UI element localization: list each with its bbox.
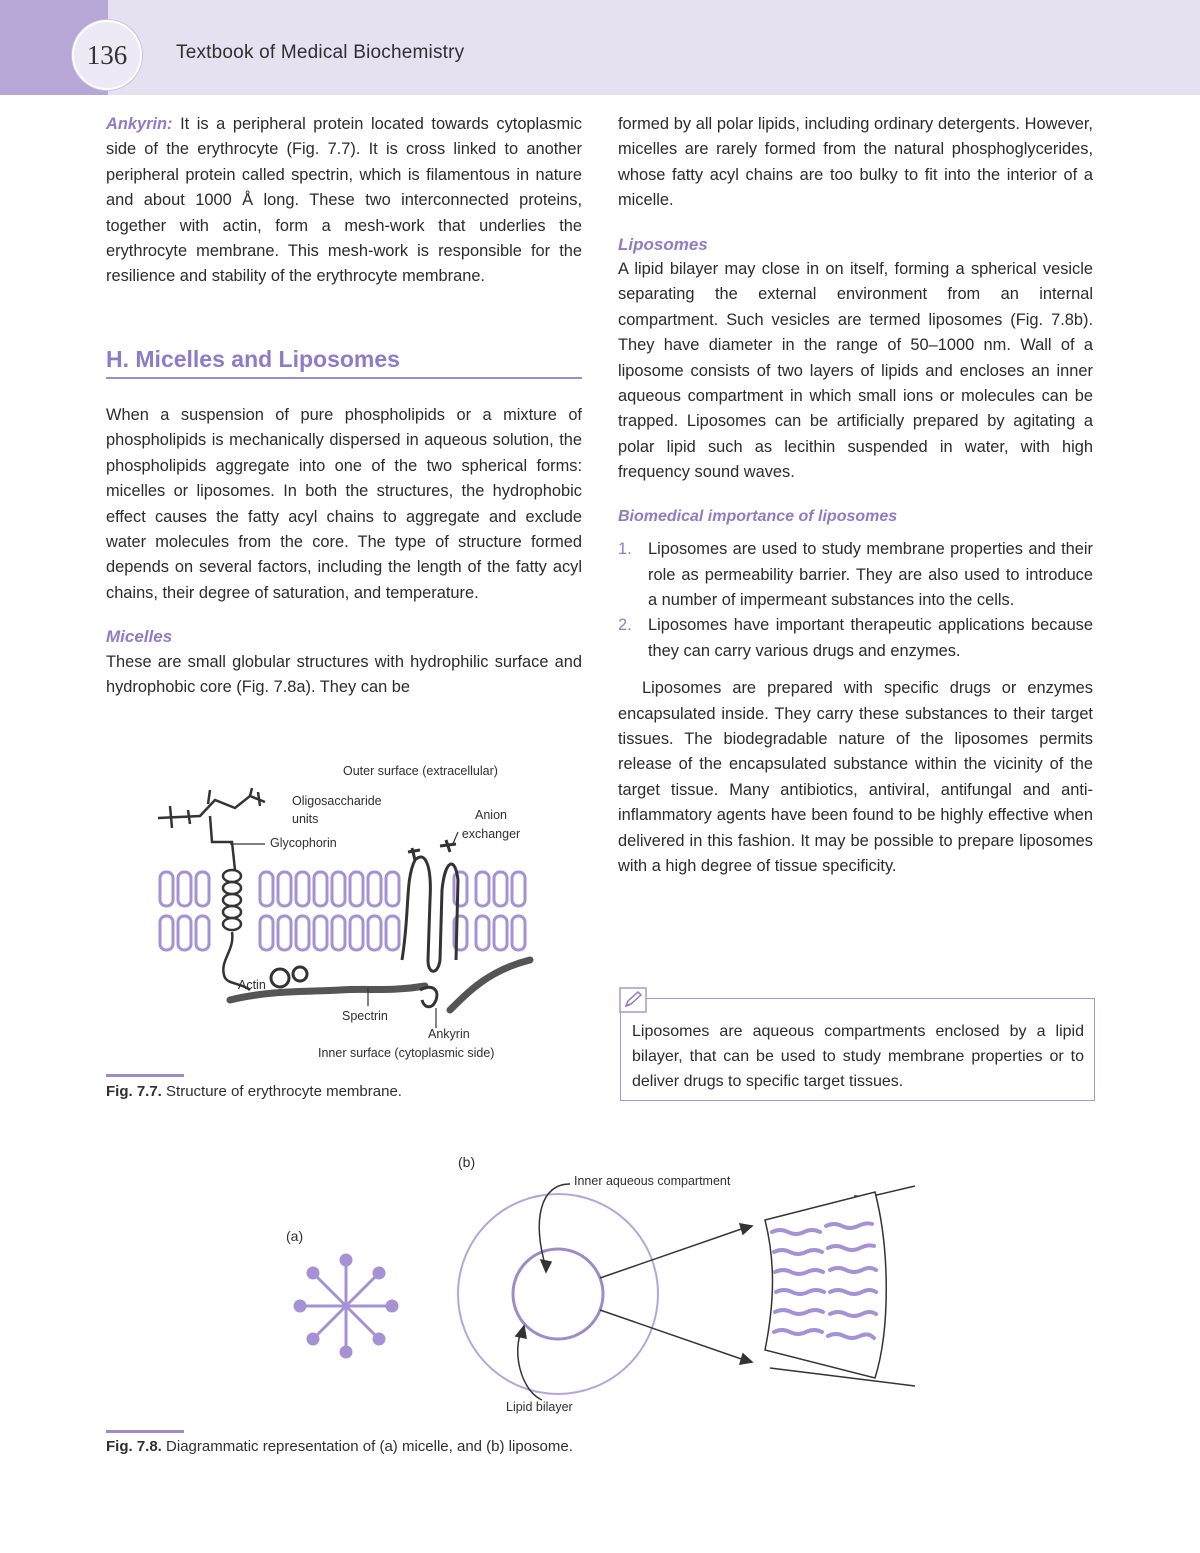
note-box	[620, 998, 1095, 1101]
fig78-caption-text: Diagrammatic representation of (a) micelle, and (b) liposome.	[166, 1438, 573, 1455]
liposome-shape	[458, 1194, 658, 1394]
biomed-heading: Biomedical importance of liposomes	[618, 507, 898, 525]
spectrin-label: Spectrin	[342, 1009, 388, 1023]
fig78-caption	[106, 1438, 573, 1455]
fig77-caption-text: Structure of erythrocyte membrane.	[166, 1083, 402, 1100]
fig78-label-a: (a)	[286, 1228, 304, 1244]
pencil-icon	[619, 987, 647, 1013]
fig77-caption-rule	[106, 1074, 184, 1077]
left-column-body	[106, 403, 582, 700]
list-text: Liposomes are used to study membrane properties and their role as permeability barrier. They are also used to introduce a number of impermeant substances into the cells.	[648, 540, 1093, 609]
left-column-top	[106, 112, 582, 290]
fig78-label-b: (b)	[458, 1154, 476, 1170]
list-number: 2.	[618, 616, 632, 635]
fig78-caption-rule	[106, 1430, 184, 1433]
ankyrin-text: It is a peripheral protein located towards cytoplasmic side of the erythrocyte (Fig. 7.7). It is cross linked to another peripheral protein called spectrin, which is filamentous in nature and about 1000 Å long. These two interconnected proteins, together with actin, form a mesh-work that underlies the erythrocyte membrane. This mesh-work is responsible for the resilience and stability of the erythrocyte membrane.	[106, 115, 582, 286]
list-text: Liposomes have important therapeutic applications because they can carry various drugs and enzymes.	[648, 616, 1093, 660]
intro-paragraph: When a suspension of pure phospholipids or a mixture of phospholipids is mechanically dispersed in aqueous solution, the phospholipids aggregate into one of the two spherical forms: micelles or liposomes. In both the structures, the hydrophobic effect causes the fatty acyl chains to aggregate and exclude water molecules from the core. The type of structure formed depends on several factors, including the length of the fatty acyl chains, their degree of saturation, and temperature.	[106, 406, 582, 602]
outer-surface-label: Outer surface (extracellular)	[343, 764, 498, 778]
oligosaccharide-label: Oligosaccharide units	[292, 794, 382, 826]
inner-surface-label: Inner surface (cytoplasmic side)	[318, 1046, 495, 1060]
micelle-shape	[295, 1255, 397, 1357]
section-title: H. Micelles and Liposomes	[106, 346, 582, 379]
liposomes-paragraph: A lipid bilayer may close in on itself, forming a spherical vesicle separating the external environment from an internal compartment. Such vesicles are termed liposomes (Fig. 7.8b). They have diameter in the range of 50–1000 nm. Wall of a liposome consists of two layers of lipids and encloses an inner aqueous compartment in which small ions or molecules can be trapped. Liposomes can be artificially prepared by agitating a polar lipid such as lecithin suspended in water, with high frequency sound waves.	[618, 260, 1093, 482]
glycophorin-label: Glycophorin	[270, 836, 337, 850]
liposomes-heading: Liposomes	[618, 234, 708, 254]
anion-exchanger-shape	[402, 840, 458, 971]
book-title: Textbook of Medical Biochemistry	[176, 42, 465, 63]
micelles-heading: Micelles	[106, 627, 173, 647]
membrane-lipid-heads	[160, 872, 525, 950]
list-item	[618, 613, 1093, 664]
note-text: Liposomes are aqueous compartments enclosed by a lipid bilayer, that can be used to study membrane properties or to deliver drugs to specific target tissues.	[632, 1023, 1084, 1090]
ankyrin-paragraph	[106, 112, 582, 290]
micelles-paragraph: These are small globular structures with hydrophilic surface and hydrophobic core (Fig. 7.8a). They can be	[106, 652, 582, 697]
page-number: 136	[72, 20, 142, 90]
ankyrin-label: Ankyrin	[428, 1027, 470, 1041]
micelle-liposome-figure	[270, 1150, 930, 1420]
list-number: 1.	[618, 540, 632, 559]
inner-aqueous-label: Inner aqueous compartment	[574, 1174, 731, 1188]
bilayer-segment	[765, 1192, 886, 1378]
fig77-caption	[106, 1083, 402, 1100]
fig77-caption-label: Fig. 7.7.	[106, 1083, 162, 1100]
continued-paragraph: formed by all polar lipids, including ordinary detergents. However, micelles are rarely formed from the natural phosphoglycerides, whose fatty acyl chains are too bulky to fit into the interior of a micelle.	[618, 115, 1093, 210]
list-item	[618, 537, 1093, 613]
lipid-bilayer-label: Lipid bilayer	[506, 1400, 573, 1414]
actin-label: Actin	[238, 978, 266, 992]
closing-paragraph: Liposomes are prepared with specific drugs or enzymes encapsulated inside. They carry these substances to their target tissues. The biodegradable nature of the liposomes permits release of the encapsulated substance within the vicinity of the target tissue. Many antibiotics, antiviral, antifungal and anti-inflammatory agents have been found to be highly effective when delivered in this fashion. It may be possible to prepare liposomes with a high degree of tissue specificity.	[618, 679, 1093, 875]
ankyrin-lead: Ankyrin:	[106, 115, 173, 133]
liposome-pointers	[516, 1184, 570, 1400]
right-column	[618, 112, 1093, 879]
fig78-caption-label: Fig. 7.8.	[106, 1438, 162, 1455]
anion-exchanger-label: Anion exchanger	[461, 808, 521, 841]
